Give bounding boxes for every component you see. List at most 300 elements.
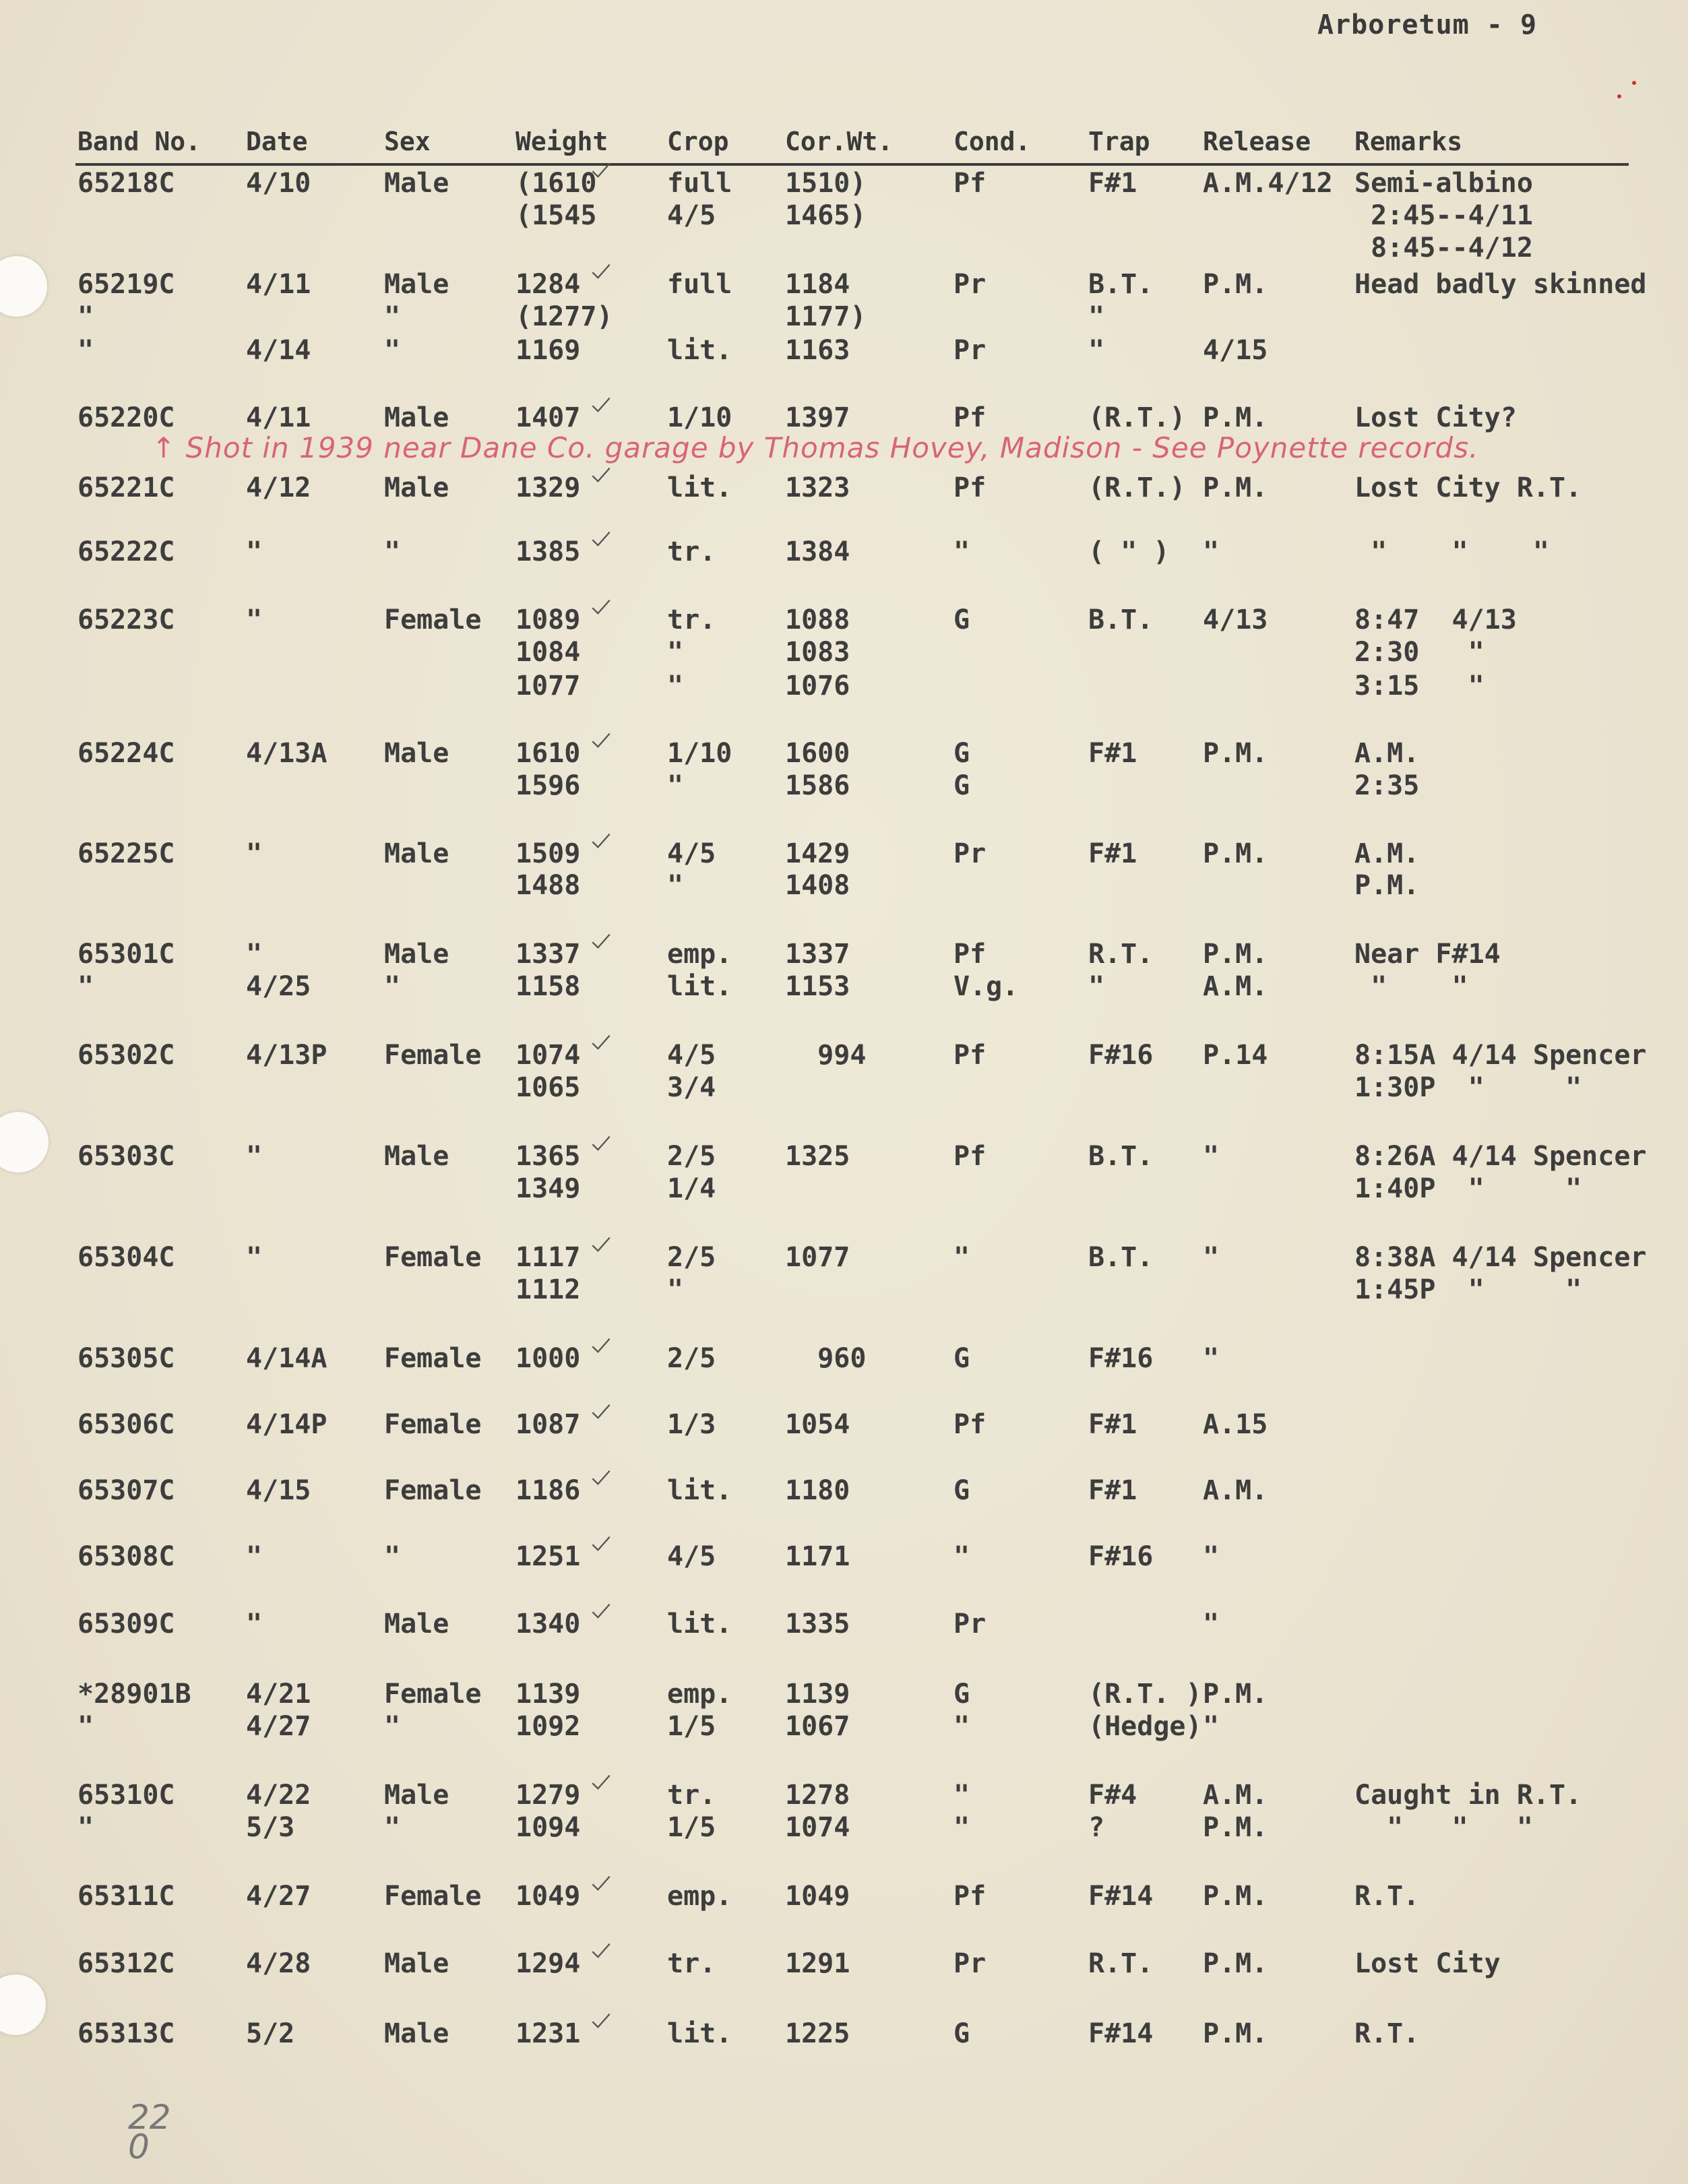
cell-cond: " <box>954 1780 970 1811</box>
cell-crop: 2/5 <box>667 1141 716 1172</box>
cell-date: 4/25 <box>246 971 311 1002</box>
column-header-crop: Crop <box>667 127 729 156</box>
cell-sex: " <box>384 1541 401 1572</box>
cell-release: A.15 <box>1203 1409 1268 1440</box>
cell-date: 4/14A <box>246 1343 327 1374</box>
cell-date: 4/14 <box>246 335 311 366</box>
cell-trap: (Hedge) <box>1088 1711 1202 1742</box>
checkmark-icon <box>591 933 611 950</box>
cell-crop: " <box>667 1274 684 1305</box>
cell-release: P.M. <box>1203 402 1268 433</box>
cell-cond: Pf <box>954 1040 987 1071</box>
cell-band: 65218C <box>77 168 175 199</box>
cell-remarks: A.M. <box>1354 838 1420 869</box>
cell-corwt: 1054 <box>785 1409 850 1440</box>
cell-crop: " <box>667 770 684 801</box>
cell-release: P.M. <box>1203 1679 1268 1710</box>
cell-corwt: 1384 <box>785 536 850 567</box>
cell-band: 65304C <box>77 1242 175 1273</box>
cell-crop: lit. <box>667 335 732 366</box>
cell-date: 4/13P <box>246 1040 327 1071</box>
cell-sex: " <box>384 971 401 1002</box>
checkmark-icon <box>591 1535 611 1553</box>
cell-remarks: Lost City? <box>1354 402 1517 433</box>
cell-corwt: 960 <box>785 1343 867 1374</box>
cell-trap: " <box>1088 971 1105 1002</box>
handwritten-note: ↑ Shot in 1939 near Dane Co. garage by Thomas Hovey, Madison - See Poynette records. <box>152 431 1479 464</box>
column-header-date: Date <box>246 127 308 156</box>
cell-release: P.M. <box>1203 1812 1268 1843</box>
checkmark-icon <box>591 2012 611 2030</box>
cell-crop: 4/5 <box>667 200 716 231</box>
cell-weight: 1337 <box>515 939 581 970</box>
cell-band: " <box>77 301 94 332</box>
cell-corwt: 1074 <box>785 1812 850 1843</box>
cell-weight: 1000 <box>515 1343 581 1374</box>
cell-trap: F#16 <box>1088 1040 1154 1071</box>
cell-weight: 1158 <box>515 971 581 1002</box>
cell-release: P.M. <box>1203 472 1268 503</box>
cell-remarks: 1:30P " " <box>1354 1072 1582 1103</box>
cell-remarks: 8:26A 4/14 Spencer <box>1354 1141 1647 1172</box>
cell-cond: G <box>954 1475 970 1506</box>
cell-crop: " <box>667 670 684 701</box>
checkmark-icon <box>591 1403 611 1421</box>
cell-cond: G <box>954 604 970 635</box>
cell-crop: lit. <box>667 1475 732 1506</box>
cell-weight: 1251 <box>515 1541 581 1572</box>
cell-weight: 1385 <box>515 536 581 567</box>
cell-band: 65220C <box>77 402 175 433</box>
cell-cond: Pf <box>954 472 987 503</box>
cell-release: " <box>1203 1141 1220 1172</box>
cell-date: 4/21 <box>246 1679 311 1710</box>
column-header-band: Band No. <box>77 127 201 156</box>
cell-weight: 1077 <box>515 670 581 701</box>
cell-sex: Male <box>384 402 449 433</box>
checkmark-icon <box>591 263 611 280</box>
cell-date: 4/13A <box>246 738 327 769</box>
cell-trap: F#1 <box>1088 1409 1137 1440</box>
cell-crop: 1/10 <box>667 402 732 433</box>
cell-weight: 1049 <box>515 1881 581 1912</box>
column-header-cond: Cond. <box>954 127 1031 156</box>
cell-trap: " <box>1088 301 1105 332</box>
cell-sex: Male <box>384 738 449 769</box>
cell-corwt: 1397 <box>785 402 850 433</box>
cell-date: 4/11 <box>246 402 311 433</box>
cell-release: P.M. <box>1203 738 1268 769</box>
cell-date: 4/27 <box>246 1881 311 1912</box>
cell-cond: V.g. <box>954 971 1019 1002</box>
cell-band: " <box>77 335 94 366</box>
cell-corwt: 1083 <box>785 637 850 668</box>
cell-corwt: 1600 <box>785 738 850 769</box>
cell-crop: lit. <box>667 1609 732 1640</box>
ink-speck <box>1617 94 1621 98</box>
pencil-note: 22 0 <box>128 2098 171 2166</box>
cell-release: P.14 <box>1203 1040 1268 1071</box>
cell-weight: 1610 <box>515 738 581 769</box>
punch-hole <box>0 1112 49 1173</box>
cell-date: " <box>246 1609 263 1640</box>
cell-cond: Pf <box>954 1881 987 1912</box>
cell-corwt: 1586 <box>785 770 850 801</box>
cell-corwt: 1325 <box>785 1141 850 1172</box>
cell-remarks: Lost City <box>1354 1948 1501 1979</box>
cell-band: " <box>77 1711 94 1742</box>
cell-sex: Female <box>384 1679 482 1710</box>
cell-date: 4/10 <box>246 168 311 199</box>
cell-cond: Pf <box>954 939 987 970</box>
cell-release: 4/15 <box>1203 335 1268 366</box>
cell-trap: " <box>1088 335 1105 366</box>
cell-weight: 1407 <box>515 402 581 433</box>
cell-remarks: 2:35 <box>1354 770 1420 801</box>
cell-crop: lit. <box>667 971 732 1002</box>
cell-band: *28901B <box>77 1679 191 1710</box>
cell-sex: Male <box>384 1609 449 1640</box>
column-header-weight: Weight <box>515 127 608 156</box>
checkmark-icon <box>591 1942 611 1960</box>
cell-band: 65301C <box>77 939 175 970</box>
cell-remarks: 8:38A 4/14 Spencer <box>1354 1242 1647 1273</box>
cell-date: " <box>246 604 263 635</box>
cell-sex: " <box>384 1812 401 1843</box>
cell-remarks: " " <box>1354 971 1468 1002</box>
cell-cond: Pf <box>954 1409 987 1440</box>
cell-weight: 1329 <box>515 472 581 503</box>
cell-sex: " <box>384 1711 401 1742</box>
cell-date: " <box>246 939 263 970</box>
cell-weight: 1186 <box>515 1475 581 1506</box>
cell-release: " <box>1203 1343 1220 1374</box>
cell-remarks: R.T. <box>1354 1881 1420 1912</box>
cell-trap: B.T. <box>1088 604 1154 635</box>
cell-release: P.M. <box>1203 1948 1268 1979</box>
cell-trap: F#16 <box>1088 1541 1154 1572</box>
cell-trap: F#1 <box>1088 738 1137 769</box>
cell-corwt: 1171 <box>785 1541 850 1572</box>
cell-weight: 1509 <box>515 838 581 869</box>
cell-date: 4/22 <box>246 1780 311 1811</box>
cell-release: P.M. <box>1203 269 1268 300</box>
cell-crop: emp. <box>667 939 732 970</box>
checkmark-icon <box>591 162 611 179</box>
cell-corwt: 1088 <box>785 604 850 635</box>
cell-crop: tr. <box>667 1780 716 1811</box>
cell-date: 4/27 <box>246 1711 311 1742</box>
cell-band: 65225C <box>77 838 175 869</box>
cell-trap: F#1 <box>1088 168 1137 199</box>
cell-band: 65313C <box>77 2018 175 2049</box>
cell-cond: Pf <box>954 402 987 433</box>
cell-crop: 4/5 <box>667 838 716 869</box>
cell-date: " <box>246 536 263 567</box>
cell-trap: R.T. <box>1088 1948 1154 1979</box>
checkmark-icon <box>591 732 611 749</box>
cell-band: 65223C <box>77 604 175 635</box>
column-header-remarks: Remarks <box>1354 127 1463 156</box>
cell-weight: (1545 <box>515 200 597 231</box>
cell-remarks: R.T. <box>1354 2018 1420 2049</box>
checkmark-icon <box>591 466 611 484</box>
checkmark-icon <box>591 598 611 616</box>
cell-trap: ? <box>1088 1812 1105 1843</box>
cell-corwt: 1067 <box>785 1711 850 1742</box>
cell-band: 65221C <box>77 472 175 503</box>
cell-sex: Male <box>384 939 449 970</box>
cell-date: 4/12 <box>246 472 311 503</box>
cell-weight: 1169 <box>515 335 581 366</box>
cell-date: " <box>246 838 263 869</box>
cell-crop: " <box>667 637 684 668</box>
cell-crop: 4/5 <box>667 1040 716 1071</box>
cell-sex: Female <box>384 1242 482 1273</box>
cell-sex: Male <box>384 269 449 300</box>
cell-weight: (1610 <box>515 168 597 199</box>
cell-weight: 1488 <box>515 870 581 901</box>
checkmark-icon <box>591 1135 611 1152</box>
cell-release: " <box>1203 1242 1220 1273</box>
cell-crop: 1/4 <box>667 1173 716 1204</box>
cell-remarks: 8:15A 4/14 Spencer <box>1354 1040 1647 1071</box>
cell-trap: F#16 <box>1088 1343 1154 1374</box>
cell-cond: Pf <box>954 1141 987 1172</box>
cell-band: 65307C <box>77 1475 175 1506</box>
cell-corwt: 1429 <box>785 838 850 869</box>
cell-cond: Pr <box>954 269 987 300</box>
cell-band: 65306C <box>77 1409 175 1440</box>
cell-date: 4/15 <box>246 1475 311 1506</box>
cell-trap: (R.T. ) <box>1088 1679 1202 1710</box>
cell-trap: F#14 <box>1088 1881 1154 1912</box>
cell-corwt: 1465) <box>785 200 867 231</box>
cell-release: " <box>1203 1541 1220 1572</box>
cell-weight: 1349 <box>515 1173 581 1204</box>
cell-remarks: " " " <box>1354 536 1549 567</box>
cell-crop: full <box>667 168 732 199</box>
cell-weight: 1340 <box>515 1609 581 1640</box>
checkmark-icon <box>591 1236 611 1253</box>
cell-crop: " <box>667 870 684 901</box>
cell-corwt: 1225 <box>785 2018 850 2049</box>
cell-sex: Male <box>384 1948 449 1979</box>
cell-trap: F#1 <box>1088 1475 1137 1506</box>
cell-cond: Pr <box>954 1948 987 1979</box>
cell-cond: " <box>954 1242 970 1273</box>
page-header: Arboretum - 9 <box>1317 9 1538 40</box>
cell-sex: Male <box>384 168 449 199</box>
checkmark-icon <box>591 1337 611 1354</box>
cell-remarks: Lost City R.T. <box>1354 472 1582 503</box>
cell-cond: " <box>954 1541 970 1572</box>
cell-date: 5/3 <box>246 1812 295 1843</box>
cell-trap: R.T. <box>1088 939 1154 970</box>
column-header-sex: Sex <box>384 127 431 156</box>
cell-cond: " <box>954 1711 970 1742</box>
cell-weight: 1087 <box>515 1409 581 1440</box>
checkmark-icon <box>591 1774 611 1791</box>
cell-sex: Female <box>384 1040 482 1071</box>
cell-release: P.M. <box>1203 2018 1268 2049</box>
cell-trap: F#14 <box>1088 2018 1154 2049</box>
cell-band: 65302C <box>77 1040 175 1071</box>
cell-date: " <box>246 1141 263 1172</box>
cell-band: " <box>77 971 94 1002</box>
cell-band: 65310C <box>77 1780 175 1811</box>
cell-corwt: 1163 <box>785 335 850 366</box>
cell-crop: lit. <box>667 472 732 503</box>
cell-release: P.M. <box>1203 838 1268 869</box>
cell-band: 65303C <box>77 1141 175 1172</box>
cell-band: 65312C <box>77 1948 175 1979</box>
checkmark-icon <box>591 832 611 850</box>
cell-release: P.M. <box>1203 939 1268 970</box>
cell-remarks: 8:45--4/12 <box>1354 232 1533 263</box>
cell-date: 4/11 <box>246 269 311 300</box>
cell-crop: tr. <box>667 536 716 567</box>
cell-corwt: 1177) <box>785 301 867 332</box>
cell-release: " <box>1203 536 1220 567</box>
cell-corwt: 1153 <box>785 971 850 1002</box>
checkmark-icon <box>591 1034 611 1051</box>
cell-trap: B.T. <box>1088 269 1154 300</box>
cell-weight: 1284 <box>515 269 581 300</box>
cell-corwt: 1408 <box>785 870 850 901</box>
cell-band: 65224C <box>77 738 175 769</box>
cell-trap: (R.T.) <box>1088 402 1186 433</box>
column-header-release: Release <box>1203 127 1311 156</box>
checkmark-icon <box>591 1875 611 1892</box>
cell-trap: F#4 <box>1088 1780 1137 1811</box>
cell-remarks: " " " <box>1354 1812 1533 1843</box>
cell-corwt: 1323 <box>785 472 850 503</box>
cell-corwt: 994 <box>785 1040 867 1071</box>
cell-remarks: A.M. <box>1354 738 1420 769</box>
cell-crop: 1/5 <box>667 1812 716 1843</box>
cell-remarks: Caught in R.T. <box>1354 1780 1582 1811</box>
cell-band: 65308C <box>77 1541 175 1572</box>
cell-cond: G <box>954 770 970 801</box>
cell-corwt: 1184 <box>785 269 850 300</box>
cell-weight: 1084 <box>515 637 581 668</box>
cell-weight: 1094 <box>515 1812 581 1843</box>
cell-release: A.M. <box>1203 971 1268 1002</box>
cell-release: 4/13 <box>1203 604 1268 635</box>
column-header-trap: Trap <box>1088 127 1150 156</box>
column-header-corwt: Cor.Wt. <box>785 127 894 156</box>
cell-corwt: 1139 <box>785 1679 850 1710</box>
cell-sex: " <box>384 536 401 567</box>
checkmark-icon <box>591 530 611 548</box>
cell-cond: " <box>954 1812 970 1843</box>
cell-weight: 1112 <box>515 1274 581 1305</box>
cell-remarks: 2:45--4/11 <box>1354 200 1533 231</box>
cell-trap: ( " ) <box>1088 536 1170 567</box>
cell-sex: Female <box>384 1409 482 1440</box>
cell-weight: 1231 <box>515 2018 581 2049</box>
cell-weight: 1117 <box>515 1242 581 1273</box>
cell-corwt: 1278 <box>785 1780 850 1811</box>
cell-crop: tr. <box>667 604 716 635</box>
cell-band: 65219C <box>77 269 175 300</box>
cell-sex: Female <box>384 1343 482 1374</box>
punch-hole <box>0 1974 46 2035</box>
cell-cond: Pr <box>954 1609 987 1640</box>
punch-hole <box>0 256 47 317</box>
cell-remarks: Near F#14 <box>1354 939 1501 970</box>
cell-weight: 1065 <box>515 1072 581 1103</box>
cell-sex: Female <box>384 604 482 635</box>
cell-release: A.M. <box>1203 1475 1268 1506</box>
cell-trap: (R.T.) <box>1088 472 1186 503</box>
cell-sex: Male <box>384 472 449 503</box>
cell-corwt: 1049 <box>785 1881 850 1912</box>
cell-remarks: 2:30 " <box>1354 637 1484 668</box>
cell-remarks: 3:15 " <box>1354 670 1484 701</box>
cell-corwt: 1077 <box>785 1242 850 1273</box>
cell-sex: Male <box>384 838 449 869</box>
cell-sex: Female <box>384 1881 482 1912</box>
cell-sex: " <box>384 301 401 332</box>
cell-cond: Pr <box>954 335 987 366</box>
cell-sex: Male <box>384 1780 449 1811</box>
cell-weight: 1365 <box>515 1141 581 1172</box>
cell-remarks: 1:40P " " <box>1354 1173 1582 1204</box>
cell-date: " <box>246 1541 263 1572</box>
cell-release: P.M. <box>1203 1881 1268 1912</box>
cell-weight: 1596 <box>515 770 581 801</box>
cell-band: 65309C <box>77 1609 175 1640</box>
checkmark-icon <box>591 1469 611 1487</box>
cell-crop: 2/5 <box>667 1343 716 1374</box>
cell-release: A.M.4/12 <box>1203 168 1333 199</box>
cell-date: " <box>246 1242 263 1273</box>
cell-corwt: 1180 <box>785 1475 850 1506</box>
cell-trap: B.T. <box>1088 1141 1154 1172</box>
cell-crop: 1/5 <box>667 1711 716 1742</box>
cell-crop: 4/5 <box>667 1541 716 1572</box>
cell-remarks: Head badly skinned <box>1354 269 1647 300</box>
cell-cond: G <box>954 738 970 769</box>
cell-cond: G <box>954 2018 970 2049</box>
cell-weight: 1092 <box>515 1711 581 1742</box>
cell-remarks: Semi-albino <box>1354 168 1533 199</box>
cell-band: 65222C <box>77 536 175 567</box>
cell-crop: 1/3 <box>667 1409 716 1440</box>
cell-crop: 1/10 <box>667 738 732 769</box>
cell-crop: 2/5 <box>667 1242 716 1273</box>
cell-corwt: 1291 <box>785 1948 850 1979</box>
cell-cond: " <box>954 536 970 567</box>
cell-weight: (1277) <box>515 301 613 332</box>
cell-sex: " <box>384 335 401 366</box>
cell-band: 65305C <box>77 1343 175 1374</box>
cell-crop: lit. <box>667 2018 732 2049</box>
checkmark-icon <box>591 1602 611 1620</box>
cell-corwt: 1337 <box>785 939 850 970</box>
cell-remarks: 1:45P " " <box>1354 1274 1582 1305</box>
cell-remarks: P.M. <box>1354 870 1420 901</box>
cell-date: 4/28 <box>246 1948 311 1979</box>
cell-date: 5/2 <box>246 2018 295 2049</box>
cell-cond: Pf <box>954 168 987 199</box>
cell-sex: Male <box>384 1141 449 1172</box>
cell-sex: Female <box>384 1475 482 1506</box>
cell-corwt: 1076 <box>785 670 850 701</box>
cell-crop: tr. <box>667 1948 716 1979</box>
